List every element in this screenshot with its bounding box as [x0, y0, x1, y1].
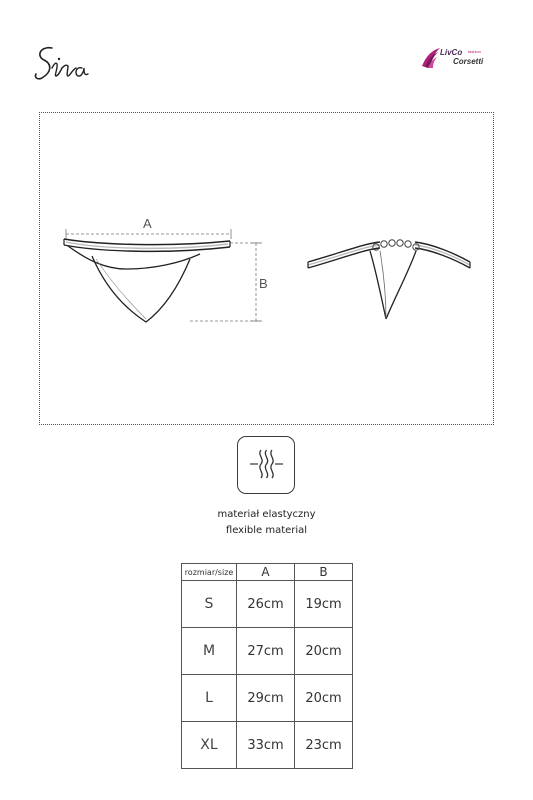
brand-name-line1: LivCo — [440, 48, 463, 57]
garment-diagram-frame — [39, 112, 494, 425]
table-row — [182, 722, 353, 769]
size-cell: L — [182, 675, 237, 722]
table-row — [182, 628, 353, 675]
header-a: A — [237, 564, 295, 581]
product-name-logo — [30, 40, 110, 90]
table-row — [182, 581, 353, 628]
b-cell: 19cm — [295, 581, 353, 628]
size-table — [181, 563, 353, 769]
flexible-material-icon — [237, 436, 295, 494]
size-cell: S — [182, 581, 237, 628]
product-name-script — [30, 40, 110, 90]
brand-wing-icon — [420, 46, 442, 70]
table-row — [182, 675, 353, 722]
material-caption-en: flexible material — [225, 525, 308, 536]
a-cell: 27cm — [237, 628, 295, 675]
a-cell: 29cm — [237, 675, 295, 722]
brand-name-line2: Corsetti — [453, 57, 484, 66]
brand-tagline: fashion — [468, 49, 481, 54]
size-cell: XL — [182, 722, 237, 769]
size-cell: M — [182, 628, 237, 675]
size-table-header — [182, 564, 353, 581]
a-cell: 33cm — [237, 722, 295, 769]
b-cell: 20cm — [295, 675, 353, 722]
header-b: B — [295, 564, 353, 581]
dimension-a-label: A — [143, 216, 152, 231]
stretch-waves-icon — [238, 437, 293, 492]
a-cell: 26cm — [237, 581, 295, 628]
dimension-b-label: B — [259, 276, 268, 291]
b-cell: 23cm — [295, 722, 353, 769]
garment-diagram — [40, 113, 495, 426]
header-size: rozmiar/size — [182, 564, 237, 581]
material-caption-pl: materiał elastyczny — [217, 509, 316, 520]
b-cell: 20cm — [295, 628, 353, 675]
brand-logo — [420, 46, 500, 70]
